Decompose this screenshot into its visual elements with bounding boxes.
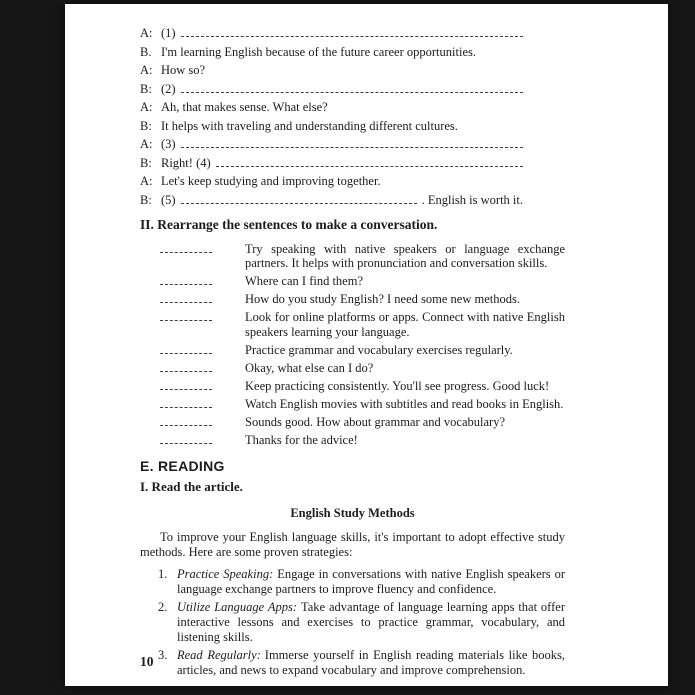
answer-blank (181, 145, 523, 148)
strategy-number: 1. (158, 567, 168, 581)
dialogue-line (140, 63, 523, 78)
section-heading-reading: E. READING (140, 458, 225, 474)
order-blank (160, 423, 212, 426)
dialogue-text: I'm learning English because of the future career opportunities. (161, 44, 476, 59)
rearrange-item-text: Sounds good. How about grammar and vocabulary? (245, 414, 506, 429)
blank-number: (5) (161, 192, 176, 207)
strategy-text (177, 567, 565, 597)
strategy-text (177, 600, 565, 645)
speaker-label: A: (140, 26, 153, 40)
section-heading-rearrange: II. Rearrange the sentences to make a conversation. (140, 216, 438, 232)
speaker-label: B: (140, 81, 152, 96)
dialogue-line (140, 82, 523, 97)
speaker-label: B. (140, 44, 152, 59)
rearrange-item-text: Practice grammar and vocabulary exercises regularly. (245, 342, 513, 357)
strategy-description: Take advantage of language learning apps that offer interactive lessons and exercises to practice grammar, vocabulary, and listening skills. (177, 600, 565, 644)
strategy-item (158, 567, 565, 597)
order-blank (160, 318, 212, 321)
reading-section (140, 458, 565, 678)
order-blank (160, 351, 212, 354)
speaker-label: B: (140, 192, 152, 207)
order-blank (160, 369, 212, 372)
strategy-item (158, 600, 565, 645)
answer-blank (181, 90, 523, 93)
dialogue-line (140, 119, 523, 134)
strategy-number: 3. (158, 648, 168, 662)
rearrange-item (160, 361, 565, 376)
dialogue-line (140, 156, 523, 171)
rearrange-item-text: Thanks for the advice! (245, 432, 358, 447)
order-blank (160, 282, 212, 285)
dialogue-line (140, 100, 523, 115)
speaker-label: A: (140, 63, 153, 77)
dialogue-text: Let's keep studying and improving together. (161, 174, 381, 188)
rearrange-item (160, 343, 565, 358)
rearrange-item (160, 433, 565, 448)
document-page (65, 4, 668, 686)
rearrange-item (160, 415, 565, 430)
blank-number: Right! (4) (161, 155, 211, 170)
dialogue-line (140, 137, 523, 152)
speaker-label: A: (140, 174, 153, 188)
rearrange-item (160, 379, 565, 394)
rearrange-exercise (140, 217, 565, 448)
rearrange-item-text: Try speaking with native speakers or language exchange partners. It helps with pronunciation and conversation skills. (245, 241, 565, 270)
answer-blank (181, 34, 523, 37)
strategy-number: 2. (158, 600, 168, 614)
dialogue-text: Ah, that makes sense. What else? (161, 100, 328, 114)
dialogue-text: How so? (161, 63, 206, 77)
rearrange-item (160, 292, 565, 307)
read-article-instruction: I. Read the article. (140, 479, 243, 494)
blank-number: (3) (161, 137, 176, 151)
rearrange-item-text: Look for online platforms or apps. Connect with native English speakers learning your language. (245, 310, 565, 339)
answer-blank (216, 164, 523, 167)
strategy-description: Immerse yourself in English reading materials like books, articles, and news to expand vocabulary and improve comprehension. (177, 648, 566, 677)
rearrange-item-text: Where can I find them? (245, 274, 363, 288)
rearrange-item (160, 242, 565, 271)
dialogue-text: . English is worth it. (421, 192, 523, 207)
strategy-term: Practice Speaking: (177, 567, 274, 581)
article-intro: To improve your English language skills, it's important to adopt effective study methods. Here are some proven strategies: (140, 530, 565, 559)
blank-number: (1) (161, 26, 176, 40)
speaker-label: B: (140, 118, 152, 133)
rearrange-item (160, 397, 565, 412)
dialogue-line (140, 26, 523, 41)
speaker-label: A: (140, 137, 153, 151)
order-blank (160, 441, 212, 444)
dialogue-text: It helps with traveling and understanding different cultures. (161, 118, 458, 133)
order-blank (160, 387, 212, 390)
strategy-item (158, 648, 565, 678)
strategy-text (177, 648, 565, 678)
rearrange-item-text: Keep practicing consistently. You'll see progress. Good luck! (245, 378, 550, 393)
blank-number: (2) (161, 81, 176, 96)
strategy-term: Utilize Language Apps: (177, 600, 297, 614)
strategy-term: Read Regularly: (177, 648, 261, 662)
dialogue-line (140, 193, 523, 208)
order-blank (160, 405, 212, 408)
speaker-label: A: (140, 100, 153, 114)
rearrange-item-text: Watch English movies with subtitles and read books in English. (245, 396, 564, 411)
answer-blank (181, 201, 417, 204)
rearrange-item (160, 274, 565, 289)
dialogue-exercise (140, 26, 523, 208)
speaker-label: B: (140, 155, 152, 170)
page-number: 10 (140, 654, 154, 669)
order-blank (160, 300, 212, 303)
dialogue-line (140, 174, 523, 189)
rearrange-item (160, 310, 565, 339)
rearrange-item-text: Okay, what else can I do? (245, 360, 374, 375)
order-blank (160, 250, 212, 253)
dialogue-line (140, 45, 523, 60)
page-content (140, 26, 565, 678)
article-title: English Study Methods (290, 506, 415, 520)
strategy-description: Engage in conversations with native English speakers or language exchange partners to improve fluency and confidence. (177, 567, 565, 596)
rearrange-item-text: How do you study English? I need some new methods. (245, 292, 520, 306)
